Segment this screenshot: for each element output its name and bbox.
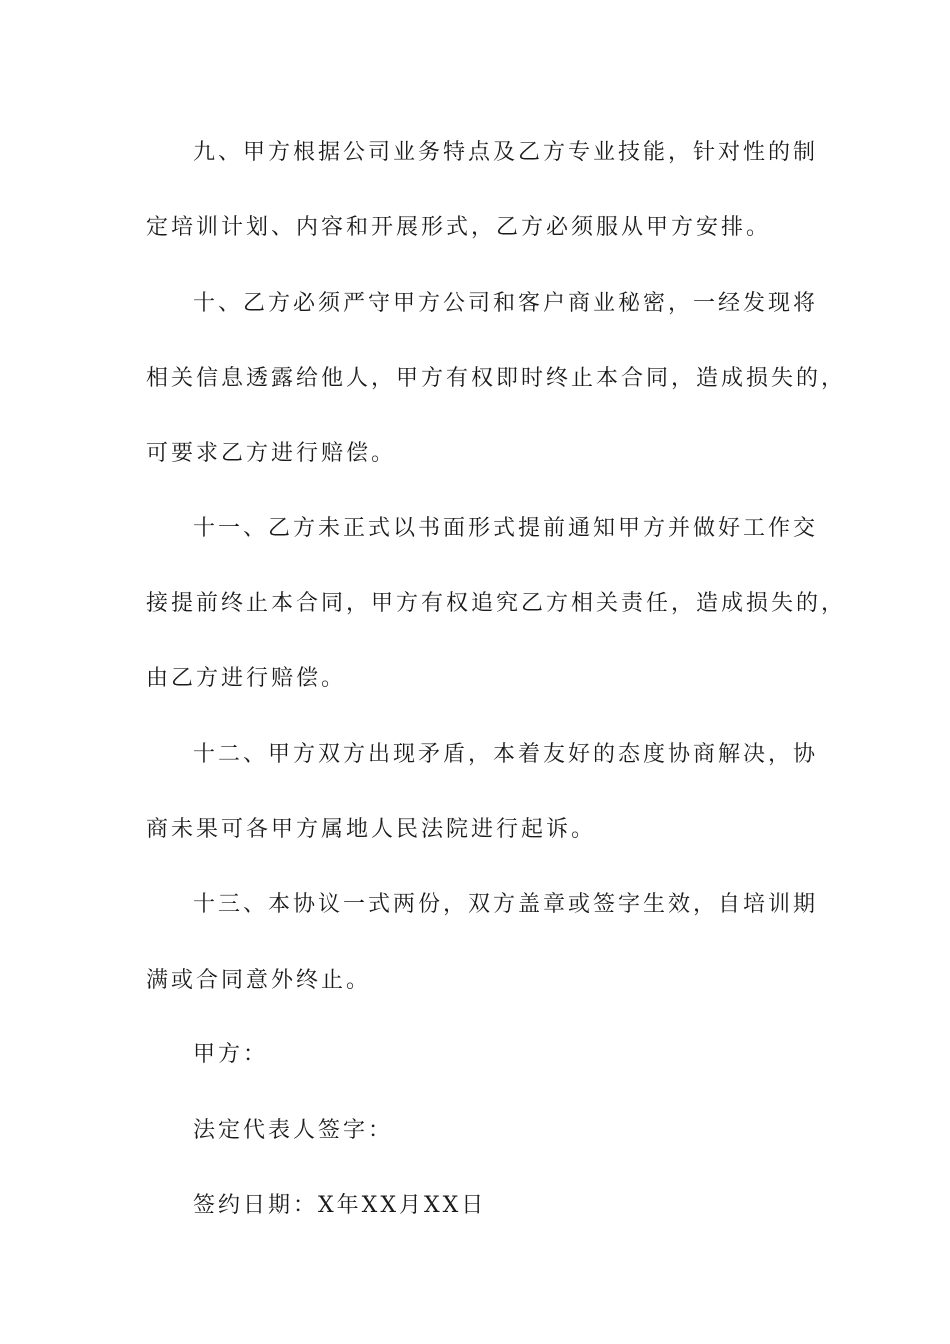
clause-10-line-1: 十、乙方必须严守甲方公司和客户商业秘密，一经发现将 <box>193 291 819 316</box>
clause-13-line-1: 十三、本协议一式两份，双方盖章或签字生效，自培训期 <box>193 892 819 917</box>
signing-date-label: 签约日期：X年XX月XX日 <box>193 1193 487 1218</box>
clause-12-line-1: 十二、甲方双方出现矛盾，本着友好的态度协商解决，协 <box>193 742 819 767</box>
clause-9-line-2: 定培训计划、内容和开展形式，乙方必须服从甲方安排。 <box>146 215 772 240</box>
clause-9-line-1: 九、甲方根据公司业务特点及乙方专业技能，针对性的制 <box>193 140 819 165</box>
clause-13-line-2: 满或合同意外终止。 <box>146 968 372 993</box>
clause-10-line-2: 相关信息透露给他人，甲方有权即时终止本合同，造成损失的， <box>146 366 847 391</box>
clause-11-line-2: 接提前终止本合同，甲方有权追究乙方相关责任，造成损失的， <box>146 591 847 616</box>
legal-rep-signature-label: 法定代表人签字： <box>193 1118 394 1143</box>
party-a-label: 甲方： <box>193 1042 269 1067</box>
clause-10-line-3: 可要求乙方进行赔偿。 <box>146 441 397 466</box>
clause-12-line-2: 商未果可各甲方属地人民法院进行起诉。 <box>146 817 597 842</box>
clause-11-line-1: 十一、乙方未正式以书面形式提前通知甲方并做好工作交 <box>193 516 819 541</box>
clause-11-line-3: 由乙方进行赔偿。 <box>146 666 347 691</box>
